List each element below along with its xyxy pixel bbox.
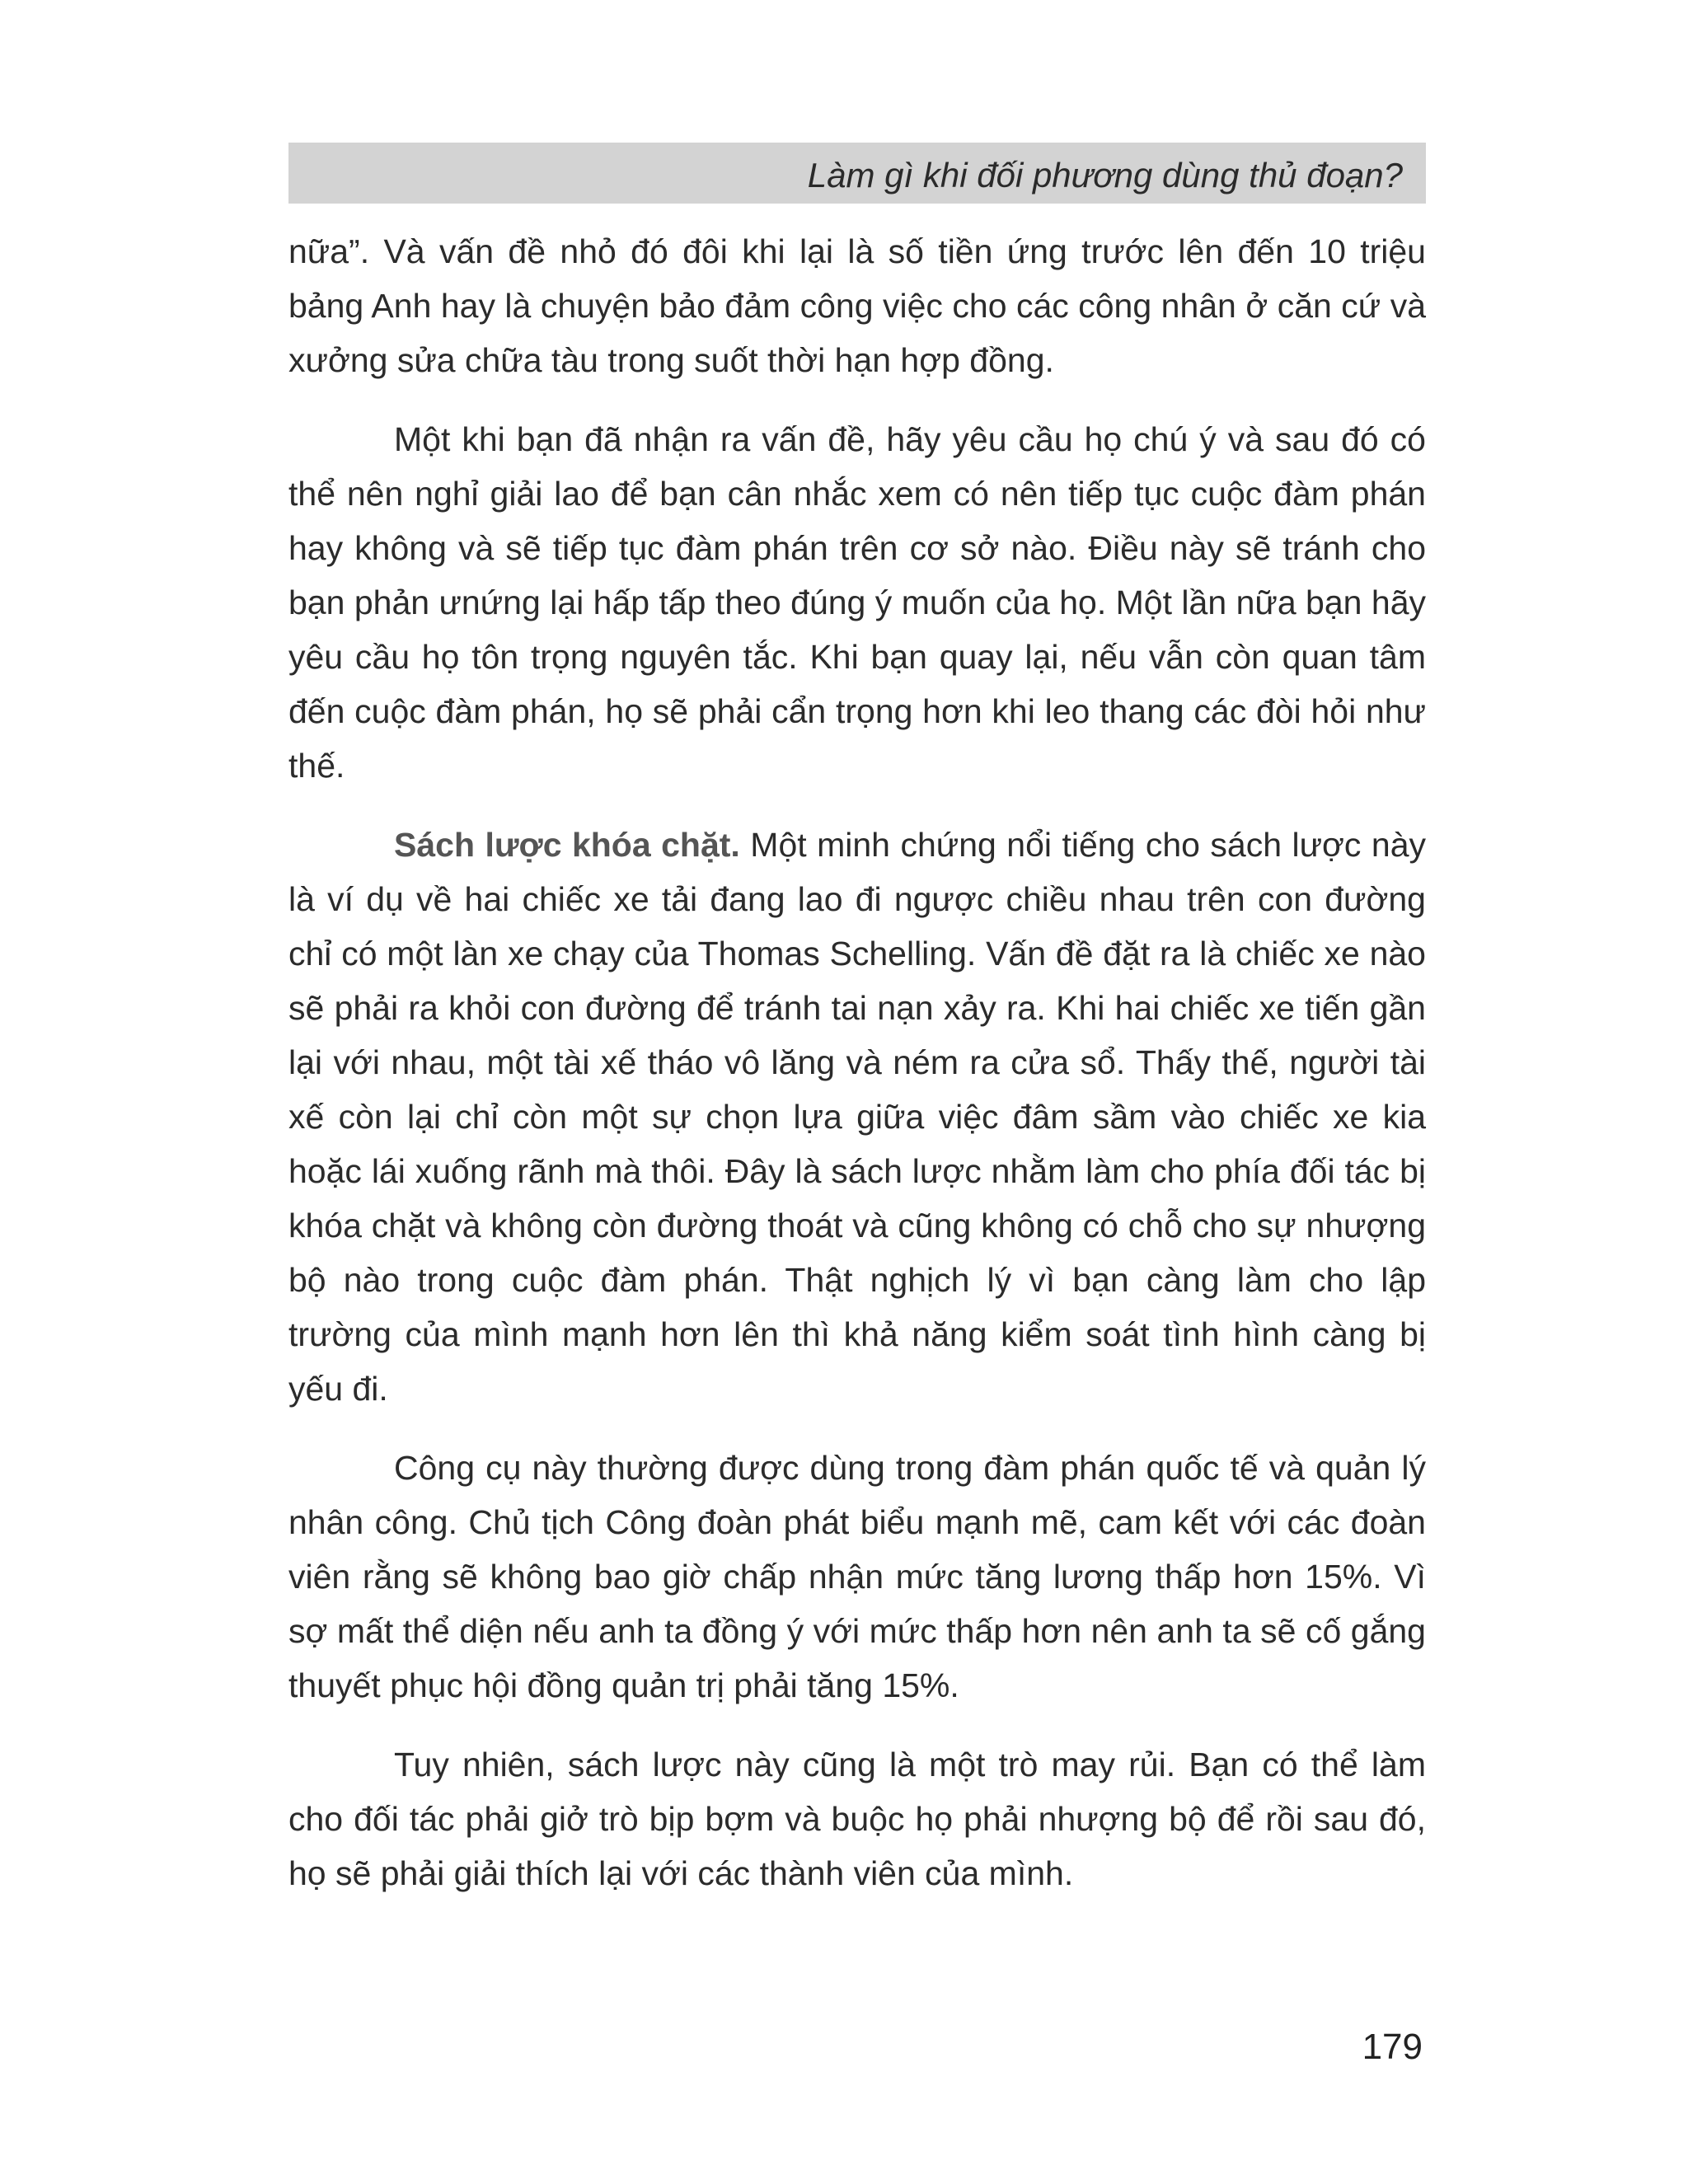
paragraph-text: Công cụ này thường được dùng trong đàm phán quốc tế và quản lý nhân công. Chủ tịch Công đoàn phát biểu mạnh mẽ, cam kết với các đoàn viên rằng sẽ không bao giờ chấp nhận mức tăng lương thấp hơn 15%. Vì sợ mất thể diện nếu anh ta đồng ý với mức thấp hơn nên anh ta sẽ cố gắng thuyết phục hội đồng quản trị phải tăng 15%. [288,1449,1426,1704]
running-header-title: Làm gì khi đối phương dùng thủ đoạn? [807,156,1403,194]
paragraph-text: Một minh chứng nổi tiếng cho sách lược này là ví dụ về hai chiếc xe tải đang lao đi ngược chiều nhau trên con đường chỉ có một làn xe chạy của Thomas Schelling. Vấn đề đặt ra là chiếc xe nào sẽ phải ra khỏi con đường để tránh tai nạn xảy ra. Khi hai chiếc xe tiến gần lại với nhau, một tài xế tháo vô lăng và ném ra cửa sổ. Thấy thế, người tài xế còn lại chỉ còn một sự chọn lựa giữa việc đâm sầm vào chiếc xe kia hoặc lái xuống rãnh mà thôi. Đây là sách lược nhằm làm cho phía đối tác bị khóa chặt và không còn đường thoát và cũng không có chỗ cho sự nhượng bộ nào trong cuộc đàm phán. Thật nghịch lý vì bạn càng làm cho lập trường của mình mạnh hơn lên thì khả năng kiểm soát tình hình càng bị yếu đi. [288,826,1426,1408]
paragraph-continuation [288,224,1426,387]
paragraph-lock-in-tactic [288,818,1426,1416]
paragraph-text: nữa”. Và vấn đề nhỏ đó đôi khi lại là số tiền ứng trước lên đến 10 triệu bảng Anh hay là chuyện bảo đảm công việc cho các công nhân ở căn cứ và xưởng sửa chữa tàu trong suốt thời hạn hợp đồng. [288,232,1426,379]
paragraph-text: Một khi bạn đã nhận ra vấn đề, hãy yêu cầu họ chú ý và sau đó có thể nên nghỉ giải lao để bạn cân nhắc xem có nên tiếp tục cuộc đàm phán hay không và sẽ tiếp tục đàm phán trên cơ sở nào. Điều này sẽ tránh cho bạn phản ưnứng lại hấp tấp theo đúng ý muốn của họ. Một lần nữa bạn hãy yêu cầu họ tôn trọng nguyên tắc. Khi bạn quay lại, nếu vẫn còn quan tâm đến cuộc đàm phán, họ sẽ phải cẩn trọng hơn khi leo thang các đòi hỏi như thế. [288,420,1426,785]
running-header [288,143,1426,204]
paragraph-text: Tuy nhiên, sách lược này cũng là một trò may rủi. Bạn có thể làm cho đối tác phải giở trò bịp bợm và buộc họ phải nhượng bộ để rồi sau đó, họ sẽ phải giải thích lại với các thành viên của mình. [288,1746,1426,1892]
paragraph-run-in-heading: Sách lược khóa chặt. [394,826,740,864]
paragraph [288,412,1426,793]
paragraph [288,1737,1426,1900]
paragraph [288,1441,1426,1713]
page-number: 179 [1362,2027,1423,2067]
page-body [288,224,1426,1925]
